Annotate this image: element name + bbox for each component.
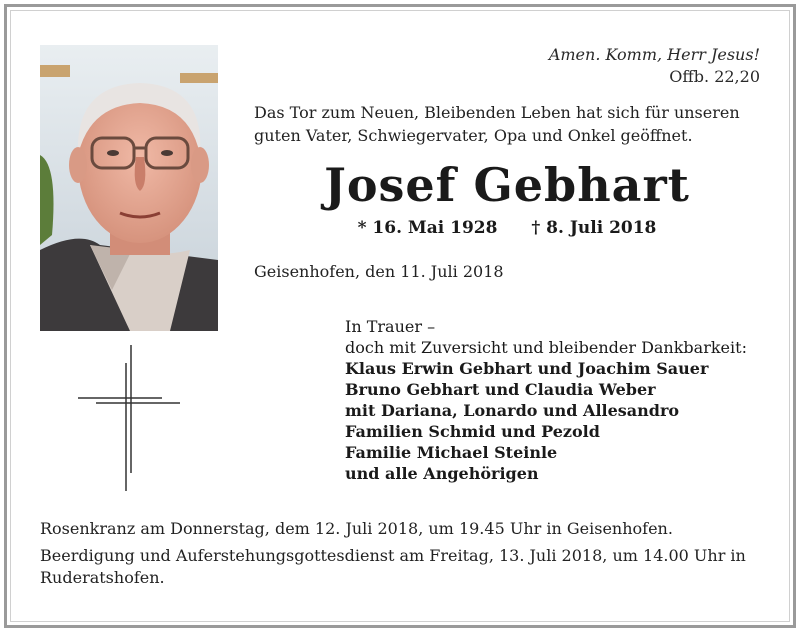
funeral-info: Beerdigung und Auferstehungsgottesdienst am Freitag, 13. Juli 2018, um 14.00 Uhr in Ruderatshofen. (40, 546, 746, 587)
mourner-name: und alle Angehörigen (345, 464, 539, 483)
birth-date: * 16. Mai 1928 (357, 218, 498, 238)
mourning-line: In Trauer – (345, 317, 436, 336)
mourner-name: mit Dariana, Lonardo und Allesandro (345, 401, 680, 420)
cross-icon (76, 343, 182, 493)
service-info (40, 518, 770, 589)
mourner-name: Familien Schmid und Pezold (345, 422, 600, 441)
intro-text: Das Tor zum Neuen, Bleibenden Leben hat sich für unseren guten Vater, Schwiegervater, Opa und Onkel geöffnet. (254, 103, 740, 145)
life-dates (254, 218, 760, 238)
place-date: Geisenhofen, den 11. Juli 2018 (254, 262, 504, 281)
bible-quote (549, 44, 760, 88)
mourning-line: doch mit Zuversicht und bleibender Dankbarkeit: (345, 338, 747, 357)
mourners-block (345, 316, 775, 484)
portrait-photo (40, 45, 218, 331)
quote-reference: Offb. 22,20 (669, 67, 760, 86)
mourner-name: Bruno Gebhart und Claudia Weber (345, 380, 656, 399)
rosary-info: Rosenkranz am Donnerstag, dem 12. Juli 2018, um 19.45 Uhr in Geisenhofen. (40, 519, 673, 538)
mourner-name: Klaus Erwin Gebhart und Joachim Sauer (345, 359, 709, 378)
death-date: † 8. Juli 2018 (531, 218, 657, 238)
quote-text: Amen. Komm, Herr Jesus! (548, 45, 760, 64)
mourner-name: Familie Michael Steinle (345, 443, 558, 462)
deceased-name: Josef Gebhart (324, 158, 690, 212)
